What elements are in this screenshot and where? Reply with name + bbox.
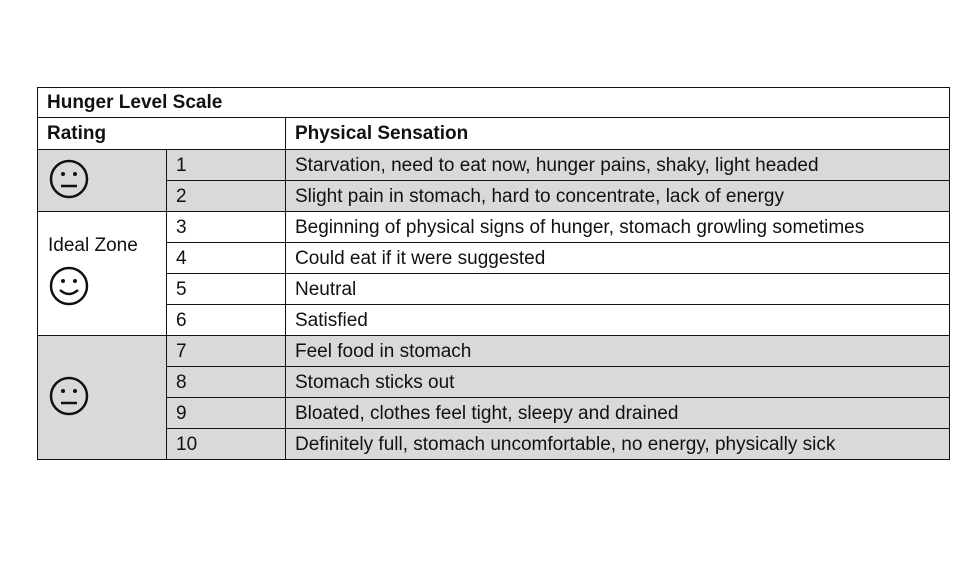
table-row bbox=[38, 305, 950, 336]
sensation-header: Physical Sensation bbox=[286, 118, 950, 150]
table-row bbox=[38, 274, 950, 305]
rating-cell: 10 bbox=[167, 429, 286, 460]
rating-cell: 8 bbox=[167, 367, 286, 398]
sensation-cell: Stomach sticks out bbox=[286, 367, 950, 398]
table-row bbox=[38, 212, 950, 243]
rating-cell: 5 bbox=[167, 274, 286, 305]
sensation-cell: Bloated, clothes feel tight, sleepy and drained bbox=[286, 398, 950, 429]
rating-cell: 4 bbox=[167, 243, 286, 274]
full-zone-cell bbox=[38, 336, 167, 460]
sensation-cell: Feel food in stomach bbox=[286, 336, 950, 367]
sensation-cell: Slight pain in stomach, hard to concentrate, lack of energy bbox=[286, 181, 950, 212]
sensation-cell: Could eat if it were suggested bbox=[286, 243, 950, 274]
table-row bbox=[38, 398, 950, 429]
ideal-zone-cell bbox=[38, 212, 167, 336]
rating-cell: 2 bbox=[167, 181, 286, 212]
neutral-face-icon bbox=[48, 158, 90, 200]
rating-cell: 3 bbox=[167, 212, 286, 243]
hunger-scale-table bbox=[37, 87, 950, 460]
neutral-face-icon bbox=[48, 375, 90, 417]
table-row bbox=[38, 367, 950, 398]
rating-cell: 6 bbox=[167, 305, 286, 336]
sensation-cell: Definitely full, stomach uncomfortable, no energy, physically sick bbox=[286, 429, 950, 460]
table-row bbox=[38, 243, 950, 274]
table-row bbox=[38, 181, 950, 212]
table-title: Hunger Level Scale bbox=[38, 88, 950, 118]
rating-cell: 7 bbox=[167, 336, 286, 367]
sensation-cell: Beginning of physical signs of hunger, stomach growling sometimes bbox=[286, 212, 950, 243]
table-row bbox=[38, 336, 950, 367]
hungry-zone-cell bbox=[38, 150, 167, 212]
rating-cell: 9 bbox=[167, 398, 286, 429]
table-row bbox=[38, 150, 950, 181]
sensation-cell: Neutral bbox=[286, 274, 950, 305]
rating-cell: 1 bbox=[167, 150, 286, 181]
rating-header: Rating bbox=[38, 118, 286, 150]
smiley-face-icon bbox=[48, 265, 90, 307]
table-row bbox=[38, 429, 950, 460]
sensation-cell: Starvation, need to eat now, hunger pains, shaky, light headed bbox=[286, 150, 950, 181]
sensation-cell: Satisfied bbox=[286, 305, 950, 336]
ideal-zone-label: Ideal Zone bbox=[48, 235, 138, 256]
